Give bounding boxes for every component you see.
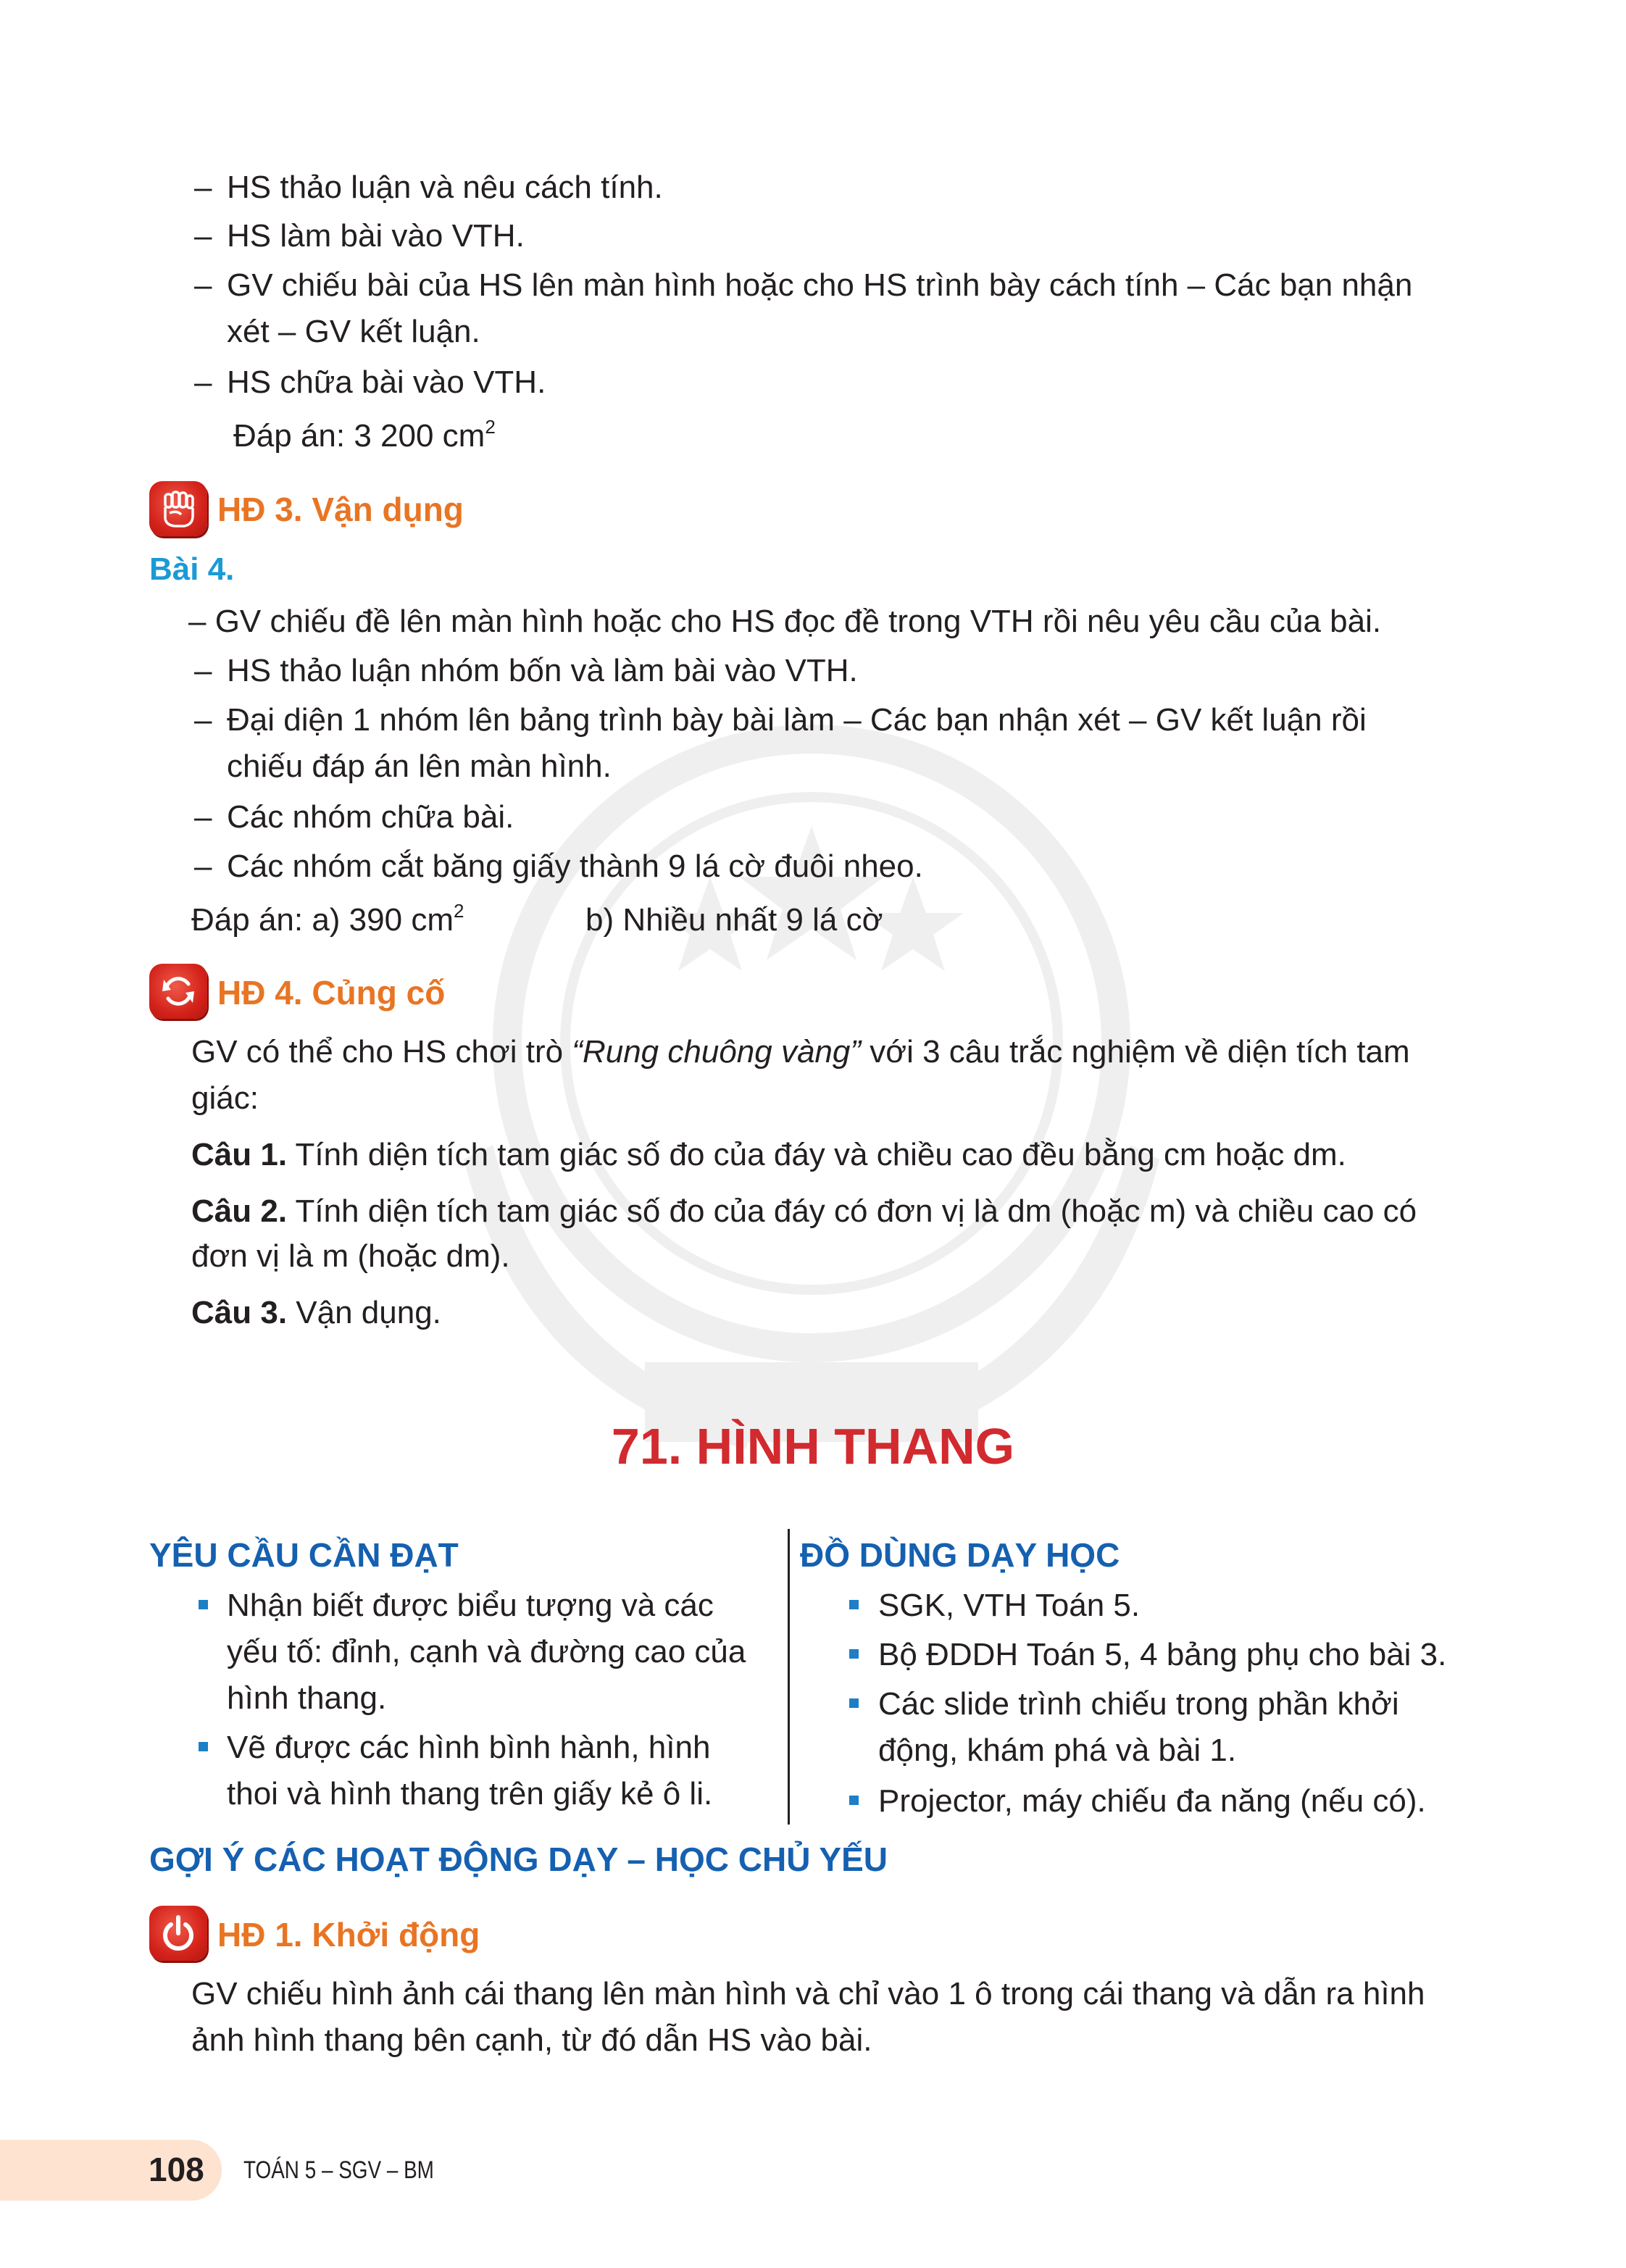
question-3: Câu 3. Vận dụng. [191, 1295, 441, 1330]
hd3-heading: HĐ 3. Vận dụng [217, 491, 464, 528]
text-line: chiếu đáp án lên màn hình. [227, 749, 612, 784]
footer-book-label: TOÁN 5 – SGV – BM [243, 2156, 434, 2184]
dash-bullet: – [194, 849, 212, 884]
page-number: 108 [149, 2151, 204, 2188]
bullet-square [199, 1600, 208, 1609]
answer-line: Đáp án: a) 390 $cm^2$ [191, 900, 464, 938]
fist-icon [149, 481, 207, 536]
text-line: Vẽ được các hình bình hành, hình [227, 1730, 711, 1765]
question-2: Câu 2. Tính diện tích tam giác số đo của đáy có đơn vị là dm (hoặc m) và chiều cao có [191, 1193, 1417, 1229]
text-line: SGK, VTH Toán 5. [878, 1588, 1141, 1623]
text-line: xét – GV kết luận. [227, 314, 480, 349]
refresh-icon [149, 964, 207, 1019]
text-line: Các nhóm cắt băng giấy thành 9 lá cờ đuôi nheo. [227, 849, 923, 884]
text-line: hình thang. [227, 1680, 387, 1716]
text-line: Các nhóm chữa bài. [227, 799, 514, 835]
dash-bullet: – [194, 653, 212, 688]
text-line: yếu tố: đỉnh, cạnh và đường cao của [227, 1634, 746, 1669]
text-line: Bộ ĐDDH Toán 5, 4 bảng phụ cho bài 3. [878, 1637, 1447, 1672]
bullet-square [849, 1698, 859, 1708]
do-dung-heading: ĐỒ DÙNG DẠY HỌC [800, 1536, 1120, 1574]
text-line: giác: [191, 1080, 259, 1116]
dash-bullet: – [194, 218, 212, 254]
bullet-square [849, 1649, 859, 1659]
bullet-square [849, 1600, 859, 1609]
dash-bullet: – [194, 702, 212, 738]
hd4-heading: HĐ 4. Củng cố [217, 974, 446, 1012]
text-line: HS thảo luận và nêu cách tính. [227, 170, 663, 205]
bai4-heading: Bài 4. [149, 551, 235, 587]
text-line: – GV chiếu đề lên màn hình hoặc cho HS đọc đề trong VTH rồi nêu yêu cầu của bài. [188, 604, 1382, 639]
text-line: Nhận biết được biểu tượng và các [227, 1588, 714, 1623]
yeu-cau-heading: YÊU CẦU CẦN ĐẠT [149, 1536, 459, 1574]
text-line: Projector, máy chiếu đa năng (nếu có). [878, 1783, 1426, 1819]
bullet-square [199, 1742, 208, 1751]
text-line: đơn vị là m (hoặc dm). [191, 1238, 510, 1274]
goi-y-heading: GỢI Ý CÁC HOẠT ĐỘNG DẠY – HỌC CHỦ YẾU [149, 1840, 888, 1878]
text-line: Đại diện 1 nhóm lên bảng trình bày bài làm – Các bạn nhận xét – GV kết luận rồi [227, 702, 1367, 738]
dash-bullet: – [194, 267, 212, 303]
text-line: thoi và hình thang trên giấy kẻ ô li. [227, 1776, 713, 1812]
text-line: HS chữa bài vào VTH. [227, 364, 546, 400]
answer-line: b) Nhiều nhất 9 lá cờ [585, 902, 883, 938]
text-line: GV chiếu bài của HS lên màn hình hoặc cho HS trình bày cách tính – Các bạn nhận [227, 267, 1413, 303]
text-line: ảnh hình thang bên cạnh, từ đó dẫn HS vào bài. [191, 2022, 872, 2058]
answer-line: Đáp án: 3 200 $cm^2$ [233, 416, 496, 454]
question-1: Câu 1. Tính diện tích tam giác số đo của đáy và chiều cao đều bằng cm hoặc dm. [191, 1137, 1346, 1172]
text-line: HS thảo luận nhóm bốn và làm bài vào VTH. [227, 653, 858, 688]
dash-bullet: – [194, 364, 212, 400]
text-line: Các slide trình chiếu trong phần khởi [878, 1686, 1399, 1722]
hd1-heading: HĐ 1. Khởi động [217, 1916, 480, 1954]
dash-bullet: – [194, 170, 212, 205]
dash-bullet: – [194, 799, 212, 835]
text-line: GV chiếu hình ảnh cái thang lên màn hình và chỉ vào 1 ô trong cái thang và dẫn ra hình [191, 1976, 1425, 2011]
column-divider [788, 1529, 790, 1825]
text-line: HS làm bài vào VTH. [227, 218, 525, 254]
bullet-square [849, 1796, 859, 1805]
lesson-title: 71. HÌNH THANG [611, 1418, 1015, 1475]
text-line: động, khám phá và bài 1. [878, 1733, 1237, 1768]
power-icon [149, 1906, 207, 1961]
text-line: GV có thể cho HS chơi trò “Rung chuông vàng” với 3 câu trắc nghiệm về diện tích tam [191, 1034, 1410, 1070]
